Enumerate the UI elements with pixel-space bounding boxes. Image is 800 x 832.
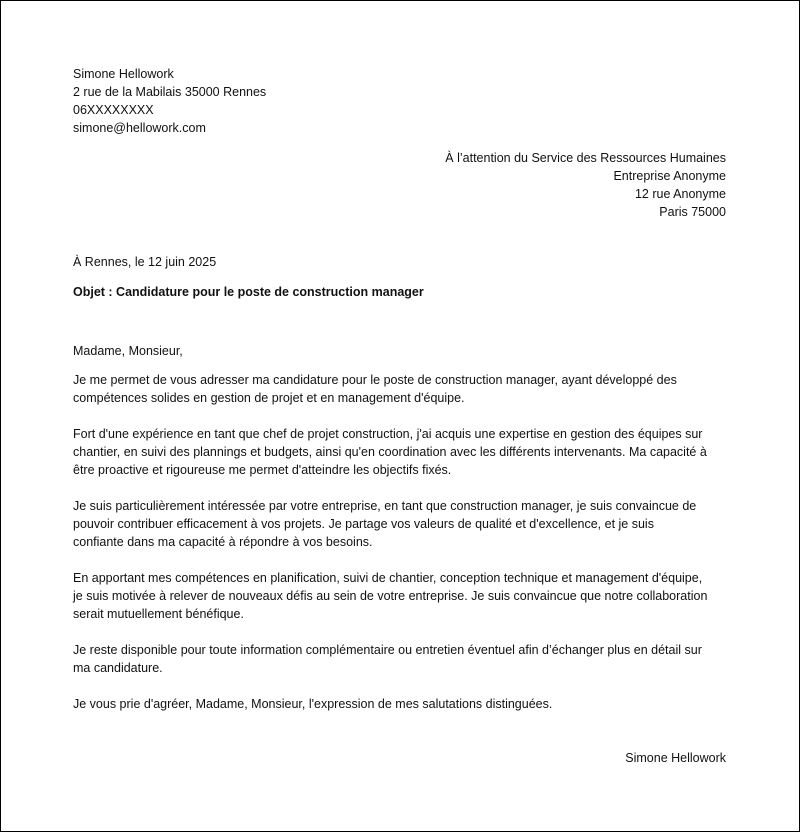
paragraph-line: En apportant mes compétences en planification, suivi de chantier, conception technique et management d'équipe, [73, 571, 703, 585]
recipient-city: Paris 75000 [659, 205, 726, 219]
paragraph-line: je suis motivée à relever de nouveaux défis au sein de votre entreprise. Je suis convaincue que notre collaboration [73, 589, 708, 603]
sender-phone: 06XXXXXXXX [73, 103, 154, 117]
paragraph-line: Fort d'une expérience en tant que chef de projet construction, j'ai acquis une expertise en gestion des équipes sur [73, 427, 703, 441]
paragraph-line: ma candidature. [73, 661, 163, 675]
paragraph-line: pouvoir contribuer efficacement à vos projets. Je partage vos valeurs de qualité et d'excellence, et je suis [73, 517, 654, 531]
paragraph-line: Je reste disponible pour toute information complémentaire ou entretien éventuel afin d’échanger plus en détail sur [73, 643, 702, 657]
body-paragraph-1 [73, 371, 733, 407]
paragraph-line: Je suis particulièrement intéressée par votre entreprise, en tant que construction manager, je suis convaincue de [73, 499, 697, 513]
sender-address: 2 rue de la Mabilais 35000 Rennes [73, 85, 267, 99]
subject-line: Objet : Candidature pour le poste de construction manager [73, 285, 424, 299]
paragraph-line: Je me permet de vous adresser ma candidature pour le poste de construction manager, ayant développé des [73, 373, 677, 387]
closing-formula: Je vous prie d'agréer, Madame, Monsieur, l'expression de mes salutations distinguées. [73, 697, 553, 711]
recipient-attention: À l’attention du Service des Ressources Humaines [445, 151, 726, 165]
date-line: À Rennes, le 12 juin 2025 [73, 255, 217, 269]
body-paragraph-5 [73, 641, 733, 677]
body-paragraph-3 [73, 497, 733, 551]
paragraph-line: confiante dans ma capacité à répondre à vos besoins. [73, 535, 373, 549]
paragraph-line: chantier, en suivi des plannings et budgets, ainsi qu'en coordination avec les différents intervenants. Ma capacité à [73, 445, 707, 459]
salutation: Madame, Monsieur, [73, 344, 183, 358]
sender-name: Simone Hellowork [73, 67, 174, 81]
paragraph-line: être proactive et rigoureuse me permet d'atteindre les objectifs fixés. [73, 463, 452, 477]
body-paragraph-2 [73, 425, 733, 479]
sender-email: simone@hellowork.com [73, 121, 206, 135]
recipient-company: Entreprise Anonyme [613, 169, 726, 183]
recipient-street: 12 rue Anonyme [634, 187, 726, 201]
paragraph-line: compétences solides en gestion de projet et en management d'équipe. [73, 391, 465, 405]
paragraph-line: serait mutuellement bénéfique. [73, 607, 244, 621]
body-paragraph-4 [73, 569, 733, 623]
signature: Simone Hellowork [625, 751, 726, 765]
